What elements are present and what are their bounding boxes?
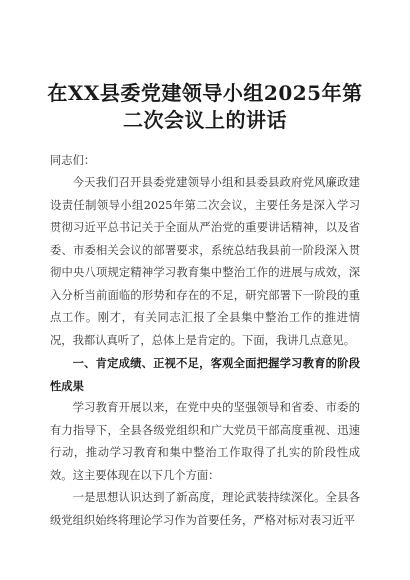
section-paragraph: 一是思想认识达到了新高度，理论武装持续深化。全县各级党组织始终将理论学习作为首要任务，严格对标对表习近平: [50, 491, 360, 527]
section-paragraph: 学习教育开展以来，在党中央的坚强领导和省委、市委的有力指导下，全县各级党组织和广大党员干部高度重视、迅速行动，推动学习教育和集中整治工作取得了扎实的阶段性成效。这主要体现在以下几个方面：: [50, 401, 360, 482]
intro-paragraph: 今天我们召开县委党建领导小组和县委县政府党风廉政建设责任制领导小组2025年第二次会议，主要任务是深入学习贯彻习近平总书记关于全面从严治党的重要讲话精神，以及省委、市委相关会议的部署要求，系统总结我县前一阶段深入贯彻中央八项规定精神学习教育集中整治工作的进展与成效，深入分析当前面临的形势和存在的不足，研究部署下一阶段的重点工作。刚才，有关同志汇报了全县集中整治工作的推进情况，我都认真听了，总体上是肯定的。下面，我讲几点意见。: [50, 176, 360, 347]
salutation: 同志们：: [50, 154, 96, 167]
document-title: 在XX县委党建领导小组2025年第二次会议上的讲话: [47, 81, 363, 132]
section-heading: 一、肯定成绩、正视不足，客观全面把握学习教育的阶段性成果: [50, 356, 360, 393]
